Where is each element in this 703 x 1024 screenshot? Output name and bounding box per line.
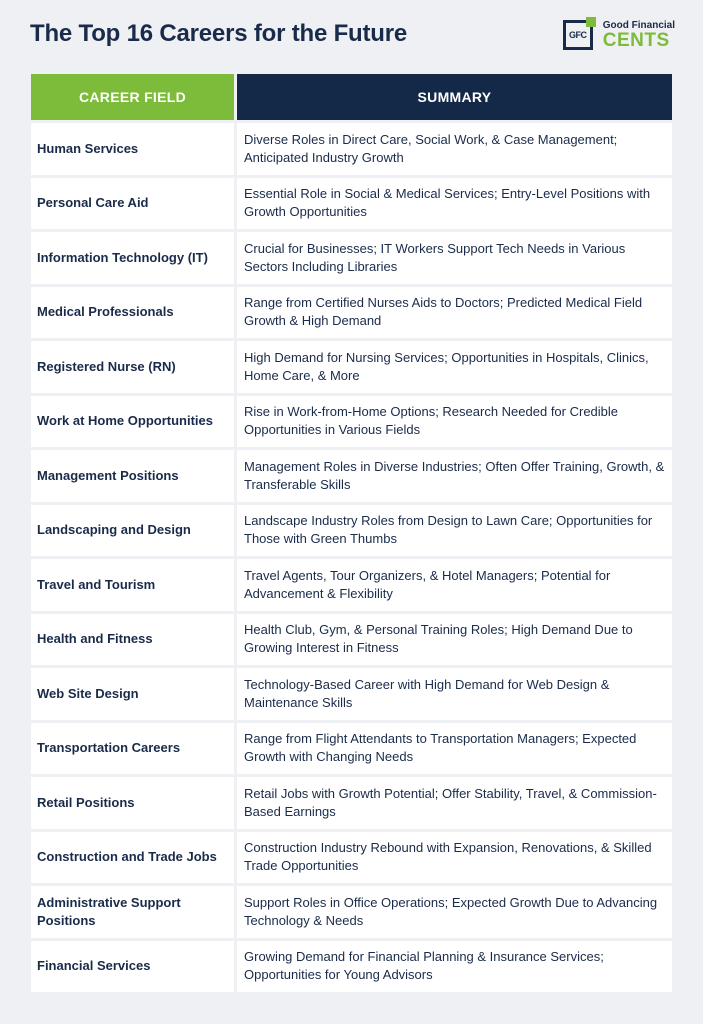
table-header [31, 74, 672, 120]
table-row [31, 232, 672, 284]
table-row [31, 668, 672, 720]
career-field-cell: Human Services [31, 123, 234, 175]
career-field-cell: Travel and Tourism [31, 559, 234, 611]
career-field-cell: Construction and Trade Jobs [31, 832, 234, 884]
summary-cell: Landscape Industry Roles from Design to Lawn Care; Opportunities for Those with Green Thumbs [237, 505, 672, 557]
table-row [31, 723, 672, 775]
summary-cell: Technology-Based Career with High Demand for Web Design & Maintenance Skills [237, 668, 672, 720]
summary-cell: Essential Role in Social & Medical Services; Entry-Level Positions with Growth Opportunities [237, 178, 672, 230]
career-field-cell: Medical Professionals [31, 287, 234, 339]
summary-cell: High Demand for Nursing Services; Opportunities in Hospitals, Clinics, Home Care, & More [237, 341, 672, 393]
summary-cell: Construction Industry Rebound with Expansion, Renovations, & Skilled Trade Opportunities [237, 832, 672, 884]
table-row [31, 559, 672, 611]
summary-cell: Management Roles in Diverse Industries; Often Offer Training, Growth, & Transferable Skills [237, 450, 672, 502]
career-field-cell: Information Technology (IT) [31, 232, 234, 284]
table-row [31, 287, 672, 339]
table-row [31, 614, 672, 666]
summary-cell: Retail Jobs with Growth Potential; Offer Stability, Travel, & Commission-Based Earnings [237, 777, 672, 829]
logo-bottom-text: CENTS [602, 29, 670, 51]
career-field-cell: Health and Fitness [31, 614, 234, 666]
career-field-cell: Financial Services [31, 941, 234, 993]
table-row [31, 178, 672, 230]
careers-table [31, 74, 672, 995]
table-row [31, 777, 672, 829]
summary-cell: Travel Agents, Tour Organizers, & Hotel Managers; Potential for Advancement & Flexibility [237, 559, 672, 611]
summary-cell: Rise in Work-from-Home Options; Research Needed for Credible Opportunities in Various Fields [237, 396, 672, 448]
table-row [31, 941, 672, 993]
table-body [31, 123, 672, 992]
page-title: The Top 16 Careers for the Future [30, 20, 408, 47]
career-field-cell: Administrative Support Positions [31, 886, 234, 938]
career-field-cell: Management Positions [31, 450, 234, 502]
summary-cell: Growing Demand for Financial Planning & Insurance Services; Opportunities for Young Advisors [237, 941, 672, 993]
table-row [31, 450, 672, 502]
career-field-cell: Retail Positions [31, 777, 234, 829]
summary-cell: Range from Certified Nurses Aids to Doctors; Predicted Medical Field Growth & High Demand [237, 287, 672, 339]
summary-cell: Diverse Roles in Direct Care, Social Work, & Case Management; Anticipated Industry Growth [237, 123, 672, 175]
table-row [31, 505, 672, 557]
table-row [31, 341, 672, 393]
summary-cell: Support Roles in Office Operations; Expected Growth Due to Advancing Technology & Needs [237, 886, 672, 938]
logo-wordmark [603, 21, 675, 50]
header-summary: SUMMARY [237, 74, 672, 120]
summary-cell: Health Club, Gym, & Personal Training Roles; High Demand Due to Growing Interest in Fitness [237, 614, 672, 666]
header-career-field: CAREER FIELD [31, 74, 234, 120]
summary-cell: Range from Flight Attendants to Transportation Managers; Expected Growth with Changing Needs [237, 723, 672, 775]
logo-mark-icon: GFC [563, 20, 593, 50]
career-field-cell: Web Site Design [31, 668, 234, 720]
career-field-cell: Transportation Careers [31, 723, 234, 775]
career-field-cell: Work at Home Opportunities [31, 396, 234, 448]
career-field-cell: Landscaping and Design [31, 505, 234, 557]
brand-logo[interactable] [563, 20, 675, 50]
career-field-cell: Registered Nurse (RN) [31, 341, 234, 393]
table-row [31, 396, 672, 448]
logo-top-text: Good Financial [602, 19, 675, 31]
table-row [31, 886, 672, 938]
table-row [31, 832, 672, 884]
table-row [31, 123, 672, 175]
career-field-cell: Personal Care Aid [31, 178, 234, 230]
summary-cell: Crucial for Businesses; IT Workers Support Tech Needs in Various Sectors Including Libraries [237, 232, 672, 284]
